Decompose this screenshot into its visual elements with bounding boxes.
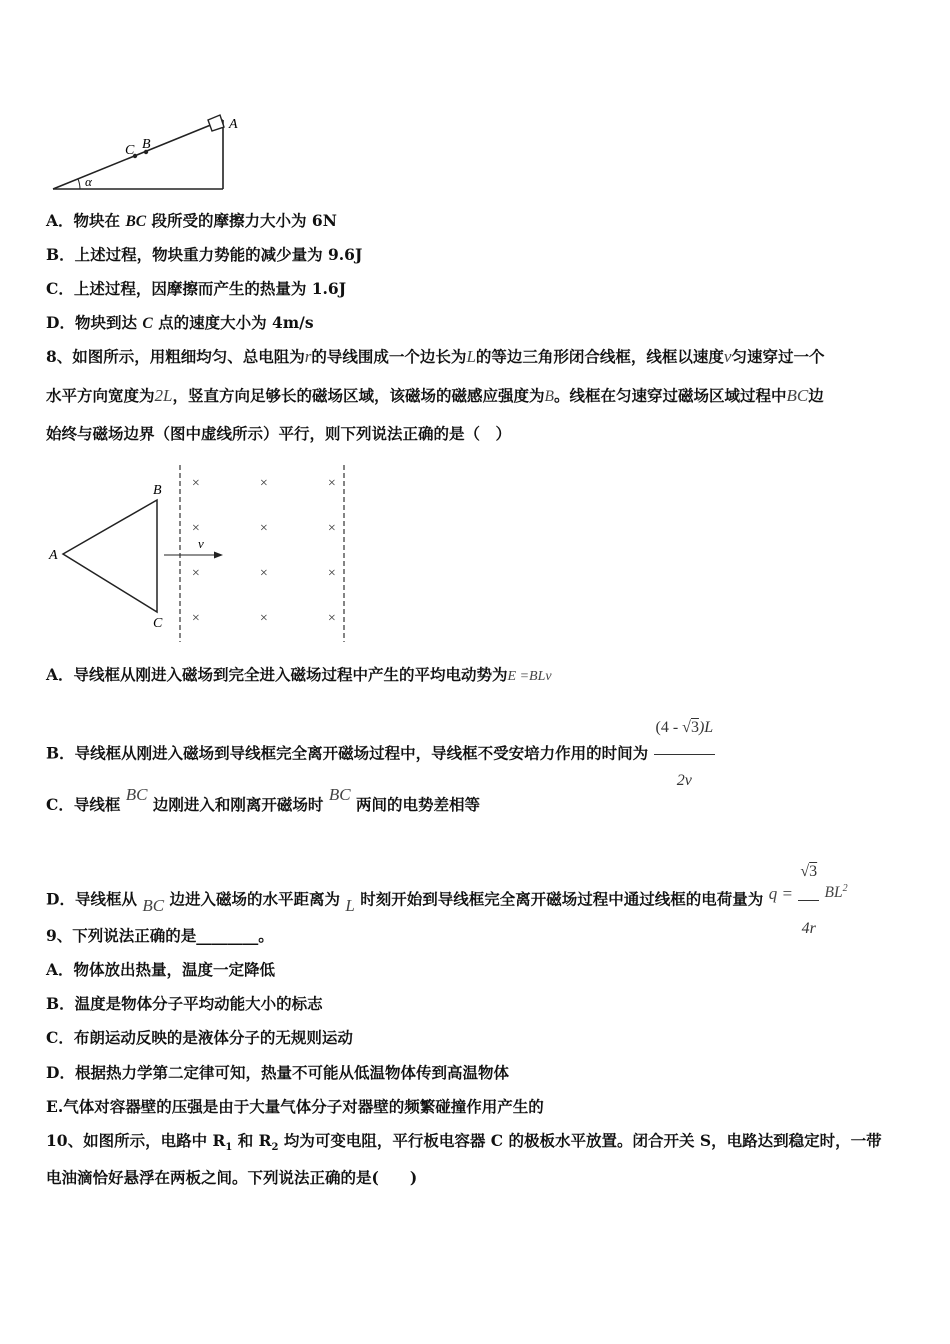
q7-option-d: D．物块到达 C 点的速度大小为 4m/s: [46, 313, 314, 332]
q7-option-a: A．物块在 BC 段所受的摩擦力大小为 6N: [46, 211, 337, 230]
field-cross: ×: [191, 566, 201, 581]
label-a: A: [229, 117, 238, 132]
magnetic-field-figure: [45, 462, 365, 647]
q9-option-d: D．根据热力学第二定律可知，热量不可能从低温物体传到高温物体: [46, 1063, 509, 1082]
field-crosses: [191, 476, 336, 626]
label-a: A: [49, 548, 58, 563]
field-cross: ×: [191, 611, 201, 626]
field-cross: ×: [327, 611, 337, 626]
field-cross: ×: [191, 476, 201, 491]
charge-fraction: $\frac{√3}{4r}$: [798, 846, 819, 955]
field-cross: ×: [327, 566, 337, 581]
q9-option-c: C．布朗运动反映的是液体分子的无规则运动: [46, 1028, 353, 1047]
q8-option-d: D．导线框从 BC 边进入磁场的水平距离为 L 时刻开始到导线框完全离开磁场过程中通过线框的电荷量为 q = $\frac{√3}{4r}$ $BL^2$: [46, 846, 848, 898]
q8-option-b: B．导线框从刚进入磁场到导线框完全离开磁场过程中，导线框不受安培力作用的时间为 $\frac{(4 - √3)L}{2v}$: [46, 704, 715, 752]
triangle-frame: [63, 500, 157, 612]
q8-stem-line1: 8、如图所示，用粗细均匀、总电阻为r的导线围成一个边长为L的等边三角形闭合线框，线框以速度v匀速穿过一个: [46, 347, 825, 366]
q8-option-a: A．导线框从刚进入磁场到完全进入磁场过程中产生的平均电动势为E =BLv: [46, 665, 552, 684]
field-cross: ×: [191, 521, 201, 536]
field-cross: ×: [259, 611, 269, 626]
q9-option-a: A．物体放出热量，温度一定降低: [46, 960, 276, 979]
q9-option-b: B．温度是物体分子平均动能大小的标志: [46, 994, 323, 1013]
time-fraction: $\frac{(4 - √3)L}{2v}$: [654, 704, 716, 805]
angle-arc: [78, 179, 80, 189]
q7-option-c: C．上述过程，因摩擦而产生的热量为 1.6J: [46, 279, 347, 298]
field-cross: ×: [327, 476, 337, 491]
field-cross: ×: [259, 476, 269, 491]
velocity-arrowhead: [214, 552, 223, 559]
label-v: v: [198, 536, 204, 551]
block: [208, 115, 224, 131]
label-b: B: [153, 483, 162, 498]
q9-stem: 9、下列说法正确的是________。: [46, 926, 274, 945]
q9-option-e: E.气体对容器壁的压强是由于大量气体分子对器壁的频繁碰撞作用产生的: [46, 1097, 544, 1116]
label-c: C: [125, 143, 135, 158]
label-alpha: α: [85, 174, 92, 189]
field-cross: ×: [327, 521, 337, 536]
field-cross: ×: [259, 566, 269, 581]
incline-slope-line: [53, 120, 223, 189]
q7-option-b: B．上述过程，物块重力势能的减少量为 9.6J: [46, 245, 363, 264]
q10-stem-line2: 电油滴恰好悬浮在两板之间。下列说法正确的是( ): [46, 1168, 418, 1187]
q8-stem-line2: 水平方向宽度为2L，竖直方向足够长的磁场区域，该磁场的磁感应强度为B。线框在匀速穿过磁场区域过程中BC边: [46, 386, 824, 405]
label-b: B: [142, 137, 151, 152]
q8-option-c: C．导线框 BC 边刚进入和刚离开磁场时 BC 两间的电势差相等: [46, 785, 480, 814]
q10-stem-line1: 10、如图所示，电路中 $R_1$ 和 $R_2$ 均为可变电阻，平行板电容器 C 的极板水平放置。闭合开关 S，电路达到稳定时，一带: [46, 1131, 882, 1154]
label-c: C: [153, 616, 163, 631]
q8-stem-line3: 始终与磁场边界（图中虚线所示）平行，则下列说法正确的是（ ）: [46, 424, 512, 443]
field-cross: ×: [259, 521, 269, 536]
incline-figure: [50, 108, 250, 198]
